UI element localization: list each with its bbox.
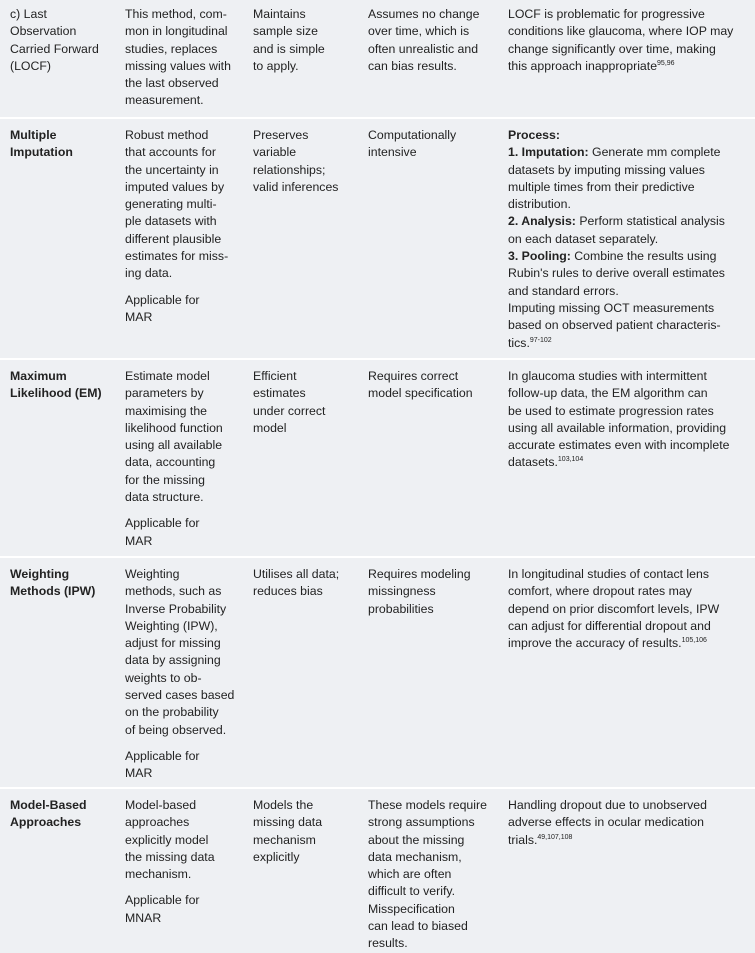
text-line: can bias results.: [368, 58, 457, 73]
text-line: Applicable for: [125, 292, 200, 307]
text-line: Imputation: [10, 145, 73, 160]
text-line: [508, 454, 753, 471]
text-line: In longitudinal studies of contact lens: [508, 567, 709, 581]
text-line: Model-Based: [10, 798, 87, 812]
text-line: can adjust for differential dropout and: [508, 618, 711, 633]
citation-reference: 105,106: [681, 637, 707, 645]
method-example: [508, 566, 753, 652]
text-line: Requires correct: [368, 369, 459, 383]
text-line: the last observed: [125, 76, 219, 91]
text-line: based on observed patient characteris-: [508, 318, 721, 333]
spacer: [125, 506, 250, 515]
text-line: Estimate model: [125, 369, 210, 383]
method-limitations: [368, 127, 506, 162]
text-line: Efficient: [253, 369, 297, 383]
process-step: [508, 144, 753, 161]
text-line: the missing data: [125, 849, 215, 864]
text-line: [508, 635, 753, 652]
citation-reference: 95,96: [657, 59, 675, 67]
method-name: [10, 566, 120, 601]
method-description: [125, 566, 250, 783]
text-line: Approaches: [10, 815, 82, 830]
text-line: strong assumptions: [368, 815, 475, 830]
method-example: [508, 6, 753, 75]
text-line: about the missing: [368, 832, 465, 847]
method-advantages: [253, 127, 365, 196]
text-line: on each dataset separately.: [508, 231, 659, 246]
method-advantages: [253, 566, 365, 601]
text-line: the uncertainty in: [125, 162, 219, 177]
text-line: adjust for missing: [125, 636, 221, 651]
text-line: sample size: [253, 24, 318, 39]
text-line: In glaucoma studies with intermittent: [508, 369, 707, 383]
text-line: missing values with: [125, 58, 231, 73]
text-line: explicitly: [253, 849, 300, 864]
table-row-weighting-methods: [0, 558, 755, 787]
method-advantages: [253, 368, 365, 437]
text-fragment: Combine the results using: [570, 249, 717, 264]
text-line: mechanism: [253, 832, 316, 847]
text-line: Applicable for: [125, 893, 200, 908]
text-line: generating multi-: [125, 197, 217, 212]
text-line: parameters by: [125, 386, 204, 401]
text-line: likelihood function: [125, 420, 223, 435]
process-step: [508, 248, 753, 265]
text-fragment: datasets.: [508, 455, 558, 470]
text-line: [508, 58, 753, 75]
method-advantages: [253, 797, 365, 866]
text-line: c) Last: [10, 7, 47, 21]
text-line: data structure.: [125, 490, 204, 505]
text-line: Observation: [10, 24, 77, 39]
text-line: on the probability: [125, 705, 219, 720]
text-line: estimates: [253, 386, 306, 401]
text-line: Methods (IPW): [10, 584, 96, 599]
text-line: studies, replaces: [125, 41, 218, 56]
text-line: Weighting: [10, 567, 70, 581]
method-limitations: [368, 797, 506, 953]
text-line: be used to estimate progression rates: [508, 403, 714, 418]
text-fragment: tics.: [508, 335, 530, 350]
text-line: model specification: [368, 386, 473, 401]
text-line: maximising the: [125, 403, 208, 418]
text-line: Weighting (IPW),: [125, 618, 218, 633]
text-line: Robust method: [125, 128, 209, 142]
text-line: missing data: [253, 815, 323, 830]
text-line: LOCF is problematic for progressive: [508, 7, 705, 21]
text-line: data, accounting: [125, 455, 216, 470]
step-label: 2. Analysis:: [508, 214, 576, 229]
text-line: multiple times from their predictive: [508, 179, 695, 194]
method-name: [10, 127, 120, 162]
text-line: reduces bias: [253, 584, 323, 599]
text-line: relationships;: [253, 162, 326, 177]
process-title: [508, 127, 753, 144]
text-line: (LOCF): [10, 58, 51, 73]
text-line: imputed values by: [125, 179, 225, 194]
text-line: can lead to biased: [368, 919, 468, 934]
text-line: comfort, where dropout rates may: [508, 584, 692, 599]
text-line: that accounts for: [125, 145, 216, 160]
table-row-locf: [0, 0, 755, 117]
text-fragment: Process:: [508, 128, 560, 142]
method-limitations: [368, 368, 506, 403]
text-line: These models require: [368, 798, 487, 812]
text-line: depend on prior discomfort levels, IPW: [508, 601, 720, 616]
text-line: Requires modeling: [368, 567, 471, 581]
text-line: MNAR: [125, 910, 162, 925]
text-line: mon in longitudinal: [125, 24, 228, 39]
method-example: [508, 127, 753, 352]
text-line: mechanism.: [125, 867, 192, 882]
spacer: [125, 283, 250, 292]
text-line: methods, such as: [125, 584, 222, 599]
text-line: which are often: [368, 867, 452, 882]
text-line: Misspecification: [368, 901, 455, 916]
text-line: model: [253, 420, 287, 435]
step-label: 3. Pooling:: [508, 249, 571, 264]
text-line: often unrealistic and: [368, 41, 479, 56]
text-line: different plausible: [125, 231, 222, 246]
text-line: approaches: [125, 815, 190, 830]
text-line: valid inferences: [253, 179, 339, 194]
method-example: [508, 797, 753, 849]
method-limitations: [368, 6, 506, 75]
text-line: served cases based: [125, 688, 235, 703]
text-line: and standard errors.: [508, 283, 619, 298]
text-line: Maximum: [10, 369, 67, 383]
text-line: estimates for miss-: [125, 249, 229, 264]
text-line: missingness: [368, 584, 436, 599]
citation-reference: 49,107,108: [537, 833, 573, 841]
text-line: explicitly model: [125, 832, 209, 847]
text-line: and is simple: [253, 41, 325, 56]
text-line: results.: [368, 936, 408, 951]
text-line: Imputing missing OCT measurements: [508, 300, 715, 315]
text-line: Rubin's rules to derive overall estimates: [508, 266, 725, 281]
text-line: data mechanism,: [368, 849, 462, 864]
method-example: [508, 368, 753, 472]
text-line: Computationally: [368, 128, 457, 142]
text-line: MAR: [125, 766, 153, 781]
text-line: ple datasets with: [125, 214, 217, 229]
text-line: using all available: [125, 438, 223, 453]
text-line: accurate estimates even with incomplete: [508, 438, 730, 453]
method-description: [125, 6, 250, 110]
text-line: distribution.: [508, 197, 571, 212]
text-line: intensive: [368, 145, 417, 160]
text-line: Handling dropout due to unobserved: [508, 798, 707, 812]
text-line: [508, 832, 753, 849]
table-row-maximum-likelihood: [0, 360, 755, 556]
text-line: This method, com-: [125, 7, 227, 21]
text-line: measurement.: [125, 93, 204, 108]
text-line: to apply.: [253, 58, 299, 73]
text-fragment: trials.: [508, 832, 538, 847]
text-line: data by assigning: [125, 653, 221, 668]
text-line: Preserves: [253, 128, 309, 142]
citation-reference: 97-102: [529, 336, 552, 344]
text-line: ing data.: [125, 266, 173, 281]
table-row-model-based: [0, 789, 755, 953]
text-line: Maintains: [253, 7, 306, 21]
citation-reference: 103,104: [557, 456, 584, 464]
text-line: Model-based: [125, 798, 197, 812]
table-row-multiple-imputation: [0, 119, 755, 358]
text-line: Applicable for: [125, 748, 200, 763]
text-line: under correct: [253, 403, 326, 418]
text-line: difficult to verify.: [368, 884, 456, 899]
text-line: adverse effects in ocular medication: [508, 815, 704, 830]
text-line: for the missing: [125, 472, 205, 487]
process-step: [508, 213, 753, 230]
text-line: Inverse Probability: [125, 601, 227, 616]
method-description: [125, 127, 250, 326]
text-line: [508, 335, 753, 352]
text-fragment: Perform statistical analysis: [575, 214, 725, 229]
text-fragment: improve the accuracy of results.: [508, 636, 682, 651]
text-line: Utilises all data;: [253, 567, 340, 581]
method-description: [125, 797, 250, 927]
text-line: probabilities: [368, 601, 434, 616]
text-line: MAR: [125, 533, 153, 548]
text-line: follow-up data, the EM algorithm can: [508, 386, 708, 401]
text-line: MAR: [125, 309, 153, 324]
method-description: [125, 368, 250, 550]
text-line: Likelihood (EM): [10, 386, 102, 401]
text-line: Assumes no change: [368, 7, 480, 21]
spacer: [125, 883, 250, 892]
text-line: variable: [253, 145, 297, 160]
text-line: Carried Forward: [10, 41, 99, 56]
text-line: using all available information, providing: [508, 420, 727, 435]
text-fragment: Generate mm complete: [588, 145, 721, 160]
text-line: Applicable for: [125, 516, 200, 531]
text-line: conditions like glaucoma, where IOP may: [508, 24, 734, 39]
step-label: 1. Imputation:: [508, 145, 589, 160]
text-line: change significantly over time, making: [508, 41, 716, 56]
method-name: [10, 6, 120, 75]
method-name: [10, 797, 120, 832]
text-fragment: this approach inappropriate: [508, 58, 658, 73]
spacer: [125, 739, 250, 748]
text-line: of being observed.: [125, 722, 227, 737]
text-line: Weighting: [125, 567, 180, 581]
text-line: datasets by imputing missing values: [508, 162, 705, 177]
method-advantages: [253, 6, 365, 75]
text-line: over time, which is: [368, 24, 470, 39]
method-limitations: [368, 566, 506, 618]
method-name: [10, 368, 120, 403]
text-line: Multiple: [10, 128, 57, 142]
text-line: Models the: [253, 798, 314, 812]
text-line: weights to ob-: [125, 670, 202, 685]
